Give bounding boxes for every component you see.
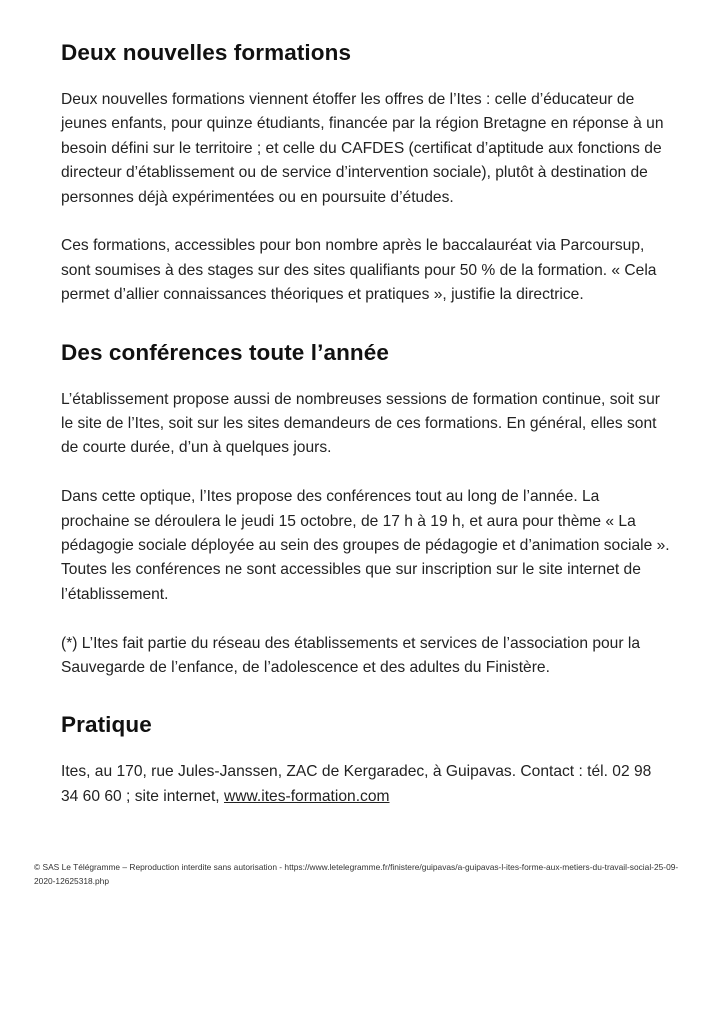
paragraph-conferences-1: L’établissement propose aussi de nombreuses sessions de formation continue, soit sur le site de l’Ites, soit sur les sites demandeurs de ces formations. En général, elles sont de courte durée, d’un à quelques jours. xyxy=(61,390,660,457)
paragraph-pratique xyxy=(61,760,671,809)
section-heading-formations: Deux nouvelles formations xyxy=(61,40,352,65)
paragraph-formations-2: Ces formations, accessibles pour bon nombre après le baccalauréat via Parcoursup, sont soumises à des stages sur des sites qualifiants pour 50 % de la formation. « Cela permet d’allier connaissances théoriques et pratiques », justifie la directrice. xyxy=(61,237,657,304)
section-heading-conferences: Des conférences toute l’année xyxy=(61,339,390,365)
paragraph-conferences-note: (*) L’Ites fait partie du réseau des établissements et services de l’association pour la Sauvegarde de l’enfance, de l’adolescence et des adultes du Finistère. xyxy=(61,634,641,677)
copyright-footer: © SAS Le Télégramme – Reproduction interdite sans autorisation - https://www.letelegramme.fr/finistere/guipavas/a-guipavas-l-ites-forme-aux-metiers-du-travail-social-25-09-2020-12625318.php xyxy=(34,862,679,886)
pratique-text: Ites, au 170, rue Jules-Janssen, ZAC de Kergaradec, à Guipavas. Contact : tél. 02 98 34 60 60 ; site internet, xyxy=(61,763,652,805)
paragraph-conferences-2: Dans cette optique, l’Ites propose des conférences tout au long de l’année. La prochaine se déroulera le jeudi 15 octobre, de 17 h à 19 h, et aura pour thème « La pédagogie sociale déployée au sein des groupes de pédagogie et d’animation sociale ». Toutes les conférences ne sont accessibles que sur inscription sur le site internet de l’établissement. xyxy=(61,488,670,603)
website-link[interactable]: www.ites-formation.com xyxy=(223,787,390,805)
article-body xyxy=(61,36,671,809)
paragraph-formations-1: Deux nouvelles formations viennent étoffer les offres de l’Ites : celle d’éducateur de jeunes enfants, pour quinze étudiants, financée par la région Bretagne en réponse à un besoin défini sur le territoire ; et celle du CAFDES (certificat d’aptitude aux fonctions de directeur d’établissement ou de service d’intervention sociale), plutôt à destination de personnes déjà expérimentées ou en poursuite d’études. xyxy=(61,91,664,206)
section-heading-pratique: Pratique xyxy=(61,712,152,738)
